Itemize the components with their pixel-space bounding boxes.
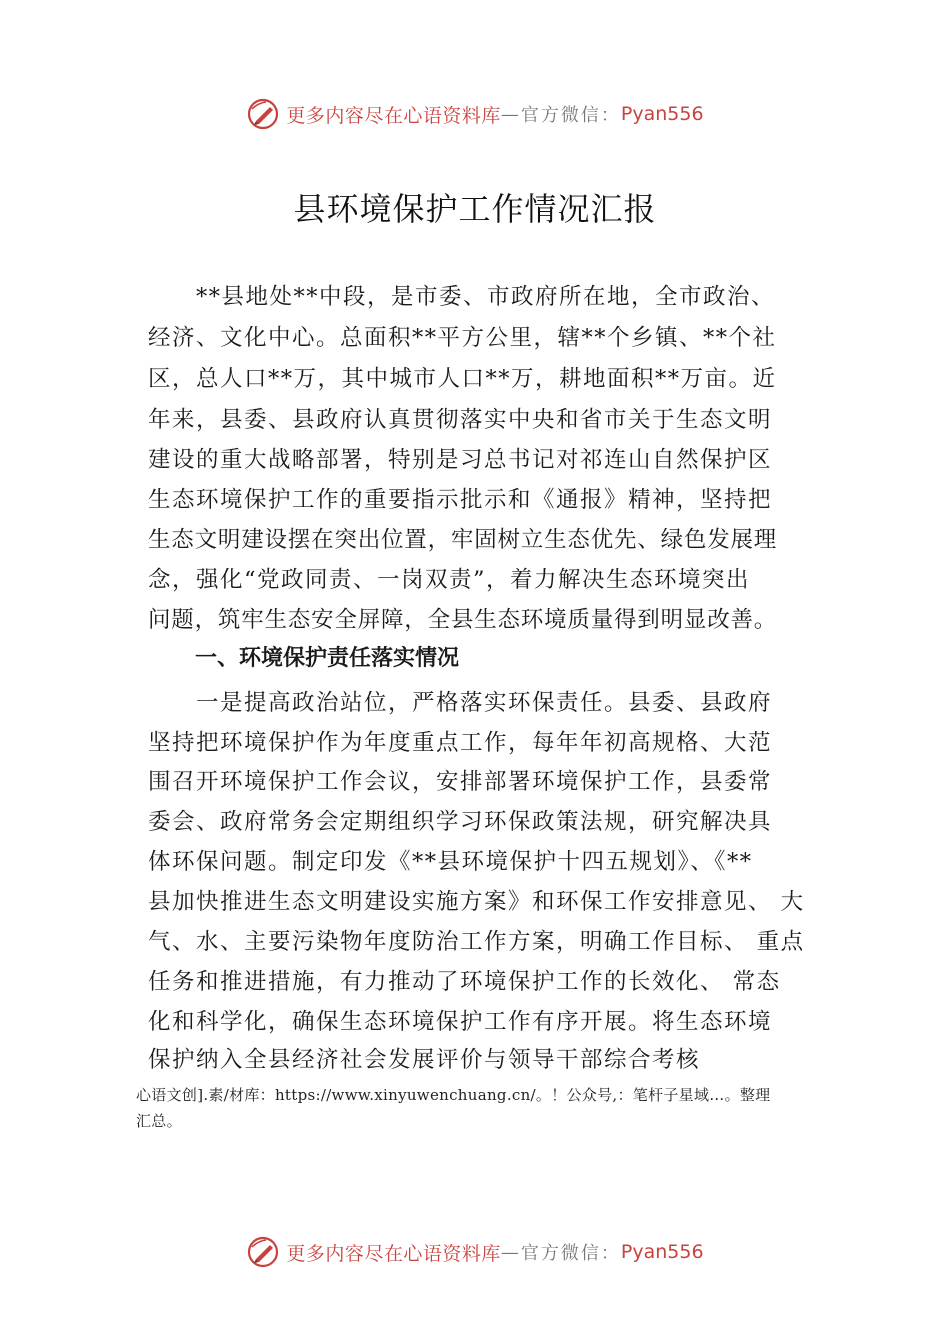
intro-line: **县地处**中段，是市委、市政府所在地，全市政治、 (196, 284, 776, 310)
banner-dash: — (500, 103, 521, 125)
banner-wechat-id: Pyan556 (620, 103, 704, 125)
intro-line: 经济、文化中心。总面积**平方公里，辖**个乡镇、**个社 (148, 325, 777, 351)
intro-line: 建设的重大战略部署，特别是习总书记对祁连山自然保护区 (148, 447, 773, 473)
intro-line: 念，强化“党政同责、一岗双责”，着力解决生态环境突出 (148, 567, 751, 593)
section-line: 气、水、主要污染物年度防治工作方案，明确工作目标、 重点 (148, 929, 805, 955)
logo-pen-icon (246, 97, 280, 131)
section-line: 保护纳入全县经济社会发展评价与领导干部综合考核 (148, 1047, 701, 1073)
banner-wechat-label: 官方微信： (520, 1243, 621, 1264)
intro-line: 区，总人口**万，其中城市人口**万，耕地面积**万亩。近 (148, 366, 777, 392)
document-title: 县环境保护工作情况汇报 (293, 190, 657, 228)
section-line: 委会、政府常务会定期组织学习环保政策法规，研究解决具 (148, 809, 773, 835)
section-line: 围召开环境保护工作会议，安排部署环境保护工作，县委常 (148, 769, 773, 795)
banner-brand-text: 更多内容尽在心语资料库 (286, 104, 501, 127)
banner-brand-text: 更多内容尽在心语资料库 (286, 1242, 501, 1265)
section-line: 任务和推进措施，有力推动了环境保护工作的长效化、 常态 (148, 969, 781, 995)
intro-line: 问题，筑牢生态安全屏障，全县生态环境质量得到明显改善。 (148, 607, 778, 633)
section-line: 一是提高政治站位，严格落实环保责任。县委、县政府 (196, 690, 773, 716)
banner-wechat-id: Pyan556 (620, 1241, 704, 1263)
logo-pen-icon (246, 1235, 280, 1269)
footnote-line: 心语文创].素/材库：https://www.xinyuwenchuang.cn/。！公众号,：笔杆子星域…。整理 (136, 1086, 771, 1104)
header-banner (0, 94, 950, 134)
section-heading: 一、环境保护责任落实情况 (195, 646, 460, 671)
footer-banner (0, 1232, 950, 1272)
intro-line: 生态文明建设摆在突出位置，牢固树立生态优先、绿色发展理 (148, 527, 778, 553)
banner-dash: — (500, 1241, 521, 1263)
section-line: 化和科学化，确保生态环境保护工作有序开展。将生态环境 (148, 1009, 773, 1035)
banner-wechat-label: 官方微信： (520, 105, 621, 126)
footnote-line: 汇总。 (136, 1112, 182, 1130)
intro-line: 年来，县委、县政府认真贯彻落实中央和省市关于生态文明 (148, 407, 773, 433)
section-line: 体环保问题。制定印发《**县环境保护十四五规划》、《** (148, 849, 753, 875)
section-line: 坚持把环境保护作为年度重点工作，每年年初高规格、大范 (148, 730, 773, 756)
section-line: 县加快推进生态文明建设实施方案》和环保工作安排意见、 大 (148, 889, 805, 915)
intro-line: 生态环境保护工作的重要指示批示和《通报》精神，坚持把 (148, 487, 773, 513)
